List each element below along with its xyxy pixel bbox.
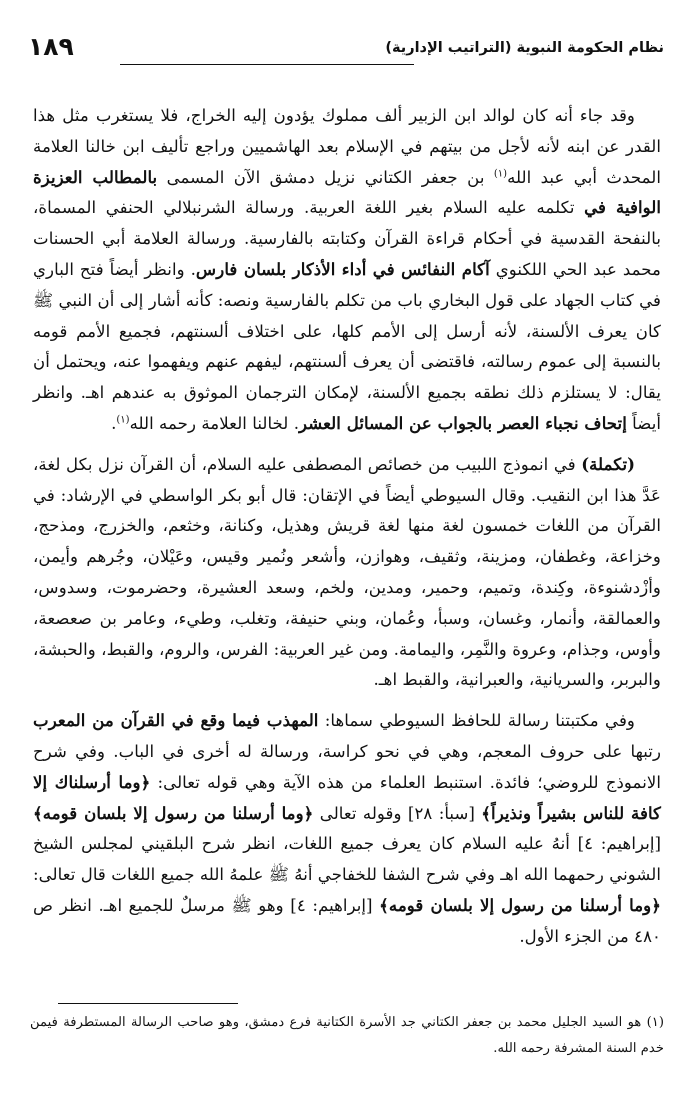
- footnotes: [30, 1010, 664, 1062]
- book-title: بالمطالب العزيزة الوافية في: [33, 166, 661, 218]
- text-run: .: [111, 412, 117, 433]
- text-run: [إبراهيم: ٤] وهو ﷺ مرسلٌ للجميع اهـ. انظر ص ٤٨٠ من الجزء الأول.: [33, 894, 661, 946]
- header-rule: [120, 64, 414, 65]
- book-title: آكام النفائس في أداء الأذكار بلسان فارس: [195, 258, 490, 279]
- text-run: في انموذج اللبيب من خصائص المصطفى عليه السلام، أن القرآن نزل بكل لغة، عَدَّ هذا ابن النقيب. وقال السيوطي أيضاً في الإتقان: قال أبو بكر الواسطي في الإرشاد: في القرآن من اللغات خمسون لغة منها لغة قريش وهذيل، وكنانة، وخثعم، والخزرج، ومذحج، وخزاعة، وغطفان، ومزينة، وثقيف، وهوازن، وأشعر ونُمير وقيس، وعَيْلان، وجُرهم وأيمن، وأزْدشنوءة، وكِندة، وتميم، وحمير، ومدين، ولخم، وسعد العشيرة، وحضرموت، وسدوس، والعمالقة، وأنمار، وغسان، وسبأ، وعُمان، وبني حنيفة، وتغلب، وطيء، وعامر بن صعصعة، وأوس، وجذام، وعروة والنَّمِر، واليمامة. ومن غير العربية: الفرس، والروم، والقبط، والحبشة، والبربر، والسريانية، والعبرانية، والقبط اهـ.: [33, 453, 661, 690]
- quran-verse: ﴿وما أرسلنا من رسول إلا بلسان قومه﴾: [33, 802, 314, 823]
- paragraph-2: [33, 449, 661, 695]
- paragraph-1: [33, 100, 661, 439]
- main-text: [33, 100, 661, 962]
- page-number: ١٨٩: [28, 32, 74, 61]
- text-run: رتبها على حروف المعجم، وهي في نحو كراسة، ورسالة له أخرى في الباب. وفي شرح الانموذج للروضي؛ فائدة. استنبط العلماء من هذه الآية وهي قوله تعالى:: [33, 740, 661, 792]
- footnote-ref: (١): [116, 414, 130, 426]
- text-run: بن جعفر الكتاني نزيل دمشق الآن المسمى: [157, 166, 494, 187]
- text-run: تكلمه عليه السلام بغير اللغة العربية. ورسالة الشرنبلالي الحنفي المسماة، بالنفحة القدسية في أحكام قراءة القرآن وكتابته بالفارسية. ورسالة العلامة أبي الحسنات محمد عبد الحي اللكنوي: [33, 197, 661, 279]
- text-run: وقد جاء أنه كان لوالد ابن الزبير ألف مملوك يؤدون إليه الخراج، فلا يستغرب مثل هذا القدر عن ابنه لأنه لأجل من بيتهم في الإسلام بعد الهاشميين وراجع تأليف ابن خالنا العلامة المحدث أبي عبد الله: [33, 105, 661, 187]
- text-run: . لخالنا العلامة رحمه الله: [129, 412, 300, 433]
- footnote-ref: (١): [493, 168, 508, 180]
- running-title: نظام الحكومة النبوية (التراتيب الإدارية): [385, 40, 664, 56]
- quran-verse: ﴿وما أرسلناك إلا كافة للناس بشيراً ونذيراً﴾: [33, 771, 661, 823]
- text-run: [سبأ: ٢٨] وقوله تعالى: [313, 802, 482, 823]
- section-label: (تكملة): [581, 453, 635, 474]
- book-title: إتحاف نجباء العصر بالجواب عن المسائل العشر: [299, 412, 627, 433]
- quran-verse: ﴿وما أرسلنا من رسول إلا بلسان قومه﴾: [379, 894, 661, 915]
- text-run: [إبراهيم: ٤] أنهُ عليه السلام كان يعرف جميع اللغات، انظر شرح البلقيني لمجلس الشيخ الشوني رحمهما الله اهـ وفي شرح الشفا للخفاجي أنهُ ﷺ علمهُ الله جميع اللغات قال تعالى:: [33, 833, 661, 885]
- text-run: وفي مكتبتنا رسالة للحافظ السيوطي سماها:: [318, 710, 635, 731]
- text-run: . وانظر أيضاً فتح الباري في كتاب الجهاد على قول البخاري باب من تكلم بالفارسية ونصه: كأنه أشار إلى أن النبي ﷺ كان يعرف الألسنة، لأنه أرسل إلى الأمم كلها، على اختلاف ألسنتهم، فجميع الأمم قومه بالنسبة إلى عموم رسالته، فاقتضى أن يعرف ألسنتهم، ليفهم عنهم ويفهموا عنه، ويحتمل أن يقال: لا يستلزم ذلك نطقه بجميع الألسنة، لإمكان الترجمان الموثوق به عندهم اهـ. وانظر أيضاً: [33, 258, 661, 433]
- footnote: (١) هو السيد الجليل محمد بن جعفر الكتاني جد الأسرة الكتانية فرع دمشق، وهو صاحب الرسالة المستطرفة فيمن خدم السنة المشرفة رحمه الله.: [30, 1015, 664, 1056]
- book-title: المهذب فيما وقع في القرآن من المعرب: [33, 710, 319, 731]
- running-header: [28, 32, 664, 70]
- footnote-rule: [58, 1003, 238, 1004]
- paragraph-3: [33, 705, 661, 951]
